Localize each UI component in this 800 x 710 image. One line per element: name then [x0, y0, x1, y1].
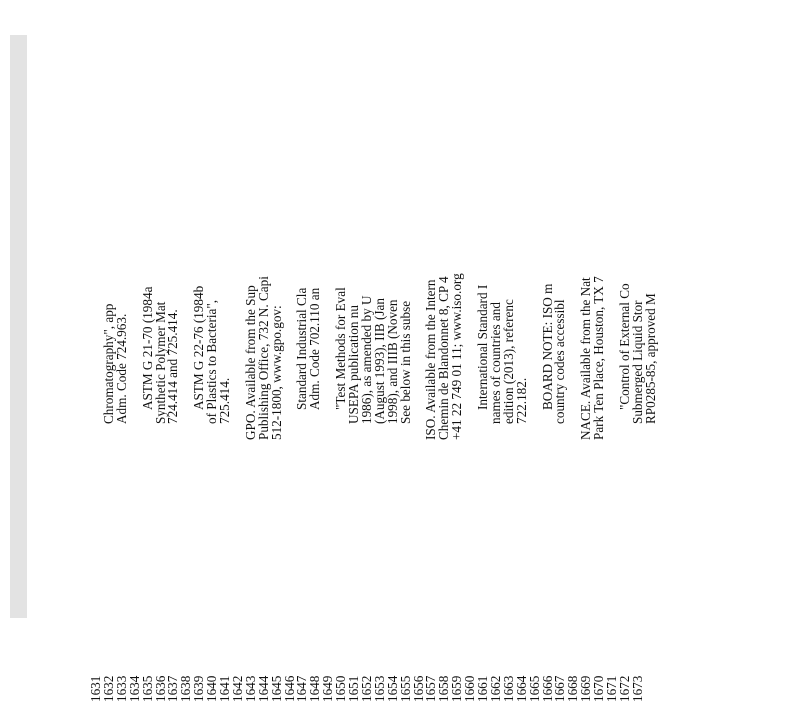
line-text: Chemin de Blandonnet 8, CP 4	[436, 276, 452, 440]
line-number: 1644	[255, 675, 271, 702]
line-text: 1998), and IIIB (Noven	[384, 299, 400, 424]
line-text: 1986), as amended by U	[358, 295, 374, 424]
line-number: 1651	[346, 675, 361, 702]
line-number: 1647	[294, 675, 310, 702]
line-text: Submerged Liquid Stor	[629, 300, 645, 424]
line-number: 1649	[320, 675, 336, 702]
line-number: 1648	[307, 675, 323, 702]
line-number: 1638	[178, 675, 194, 702]
scanner-edge	[10, 35, 27, 618]
line-number: 1635	[139, 675, 155, 702]
line-number: 1662	[487, 675, 503, 702]
line-text: ASTM G 22-76 (1984b	[191, 285, 207, 410]
line-number: 1636	[152, 675, 168, 702]
line-text: NACE. Available from the Nat	[578, 277, 594, 440]
line-text: Standard Industrial Cla	[294, 287, 310, 410]
line-text: Publishing Office, 732 N. Capi	[255, 276, 271, 440]
line-text: RP0285-85, approved M	[642, 293, 658, 424]
line-number: 1639	[191, 675, 207, 702]
line-text: Adm. Code 702.110 an	[307, 287, 323, 410]
line-number: 1671	[604, 675, 619, 702]
line-number: 1631	[88, 675, 103, 702]
line-text: BOARD NOTE: ISO m	[539, 283, 555, 410]
line-number: 1657	[423, 675, 439, 702]
line-number: 1672	[616, 675, 632, 702]
line-number: 1660	[462, 675, 478, 702]
line-number: 1665	[526, 675, 542, 702]
line-number: 1670	[591, 675, 607, 702]
line-number: 1666	[539, 675, 555, 702]
line-text: Chromatography", app	[100, 303, 116, 424]
line-text: country codes accessibl	[552, 299, 568, 424]
line-text: edition (2013), referenc	[500, 299, 516, 424]
line-number: 1655	[397, 675, 413, 702]
line-number: 1646	[281, 675, 297, 702]
line-number: 1659	[449, 675, 465, 702]
line-number: 1643	[242, 675, 258, 702]
line-text: Adm. Code 724.963.	[113, 313, 129, 424]
line-number: 1633	[113, 675, 129, 702]
rotated-document-page	[90, 92, 800, 710]
line-number: 1668	[565, 675, 581, 702]
line-text: GPO. Available from the Sup	[242, 285, 258, 440]
line-number: 1645	[268, 675, 284, 702]
line-text: 724.414 and 725.414.	[165, 309, 181, 424]
line-number: 1654	[384, 675, 400, 702]
line-text: See below in this subse	[397, 300, 413, 424]
line-text: "Test Methods for Eval	[333, 287, 349, 410]
line-number: 1658	[436, 675, 452, 702]
line-text: 722.182.	[513, 377, 529, 424]
line-text: 512-1800, www.gpo.gov:	[268, 305, 284, 440]
line-number: 1667	[552, 675, 568, 702]
line-number: 1656	[410, 675, 426, 702]
line-text: +41 22 749 01 11; www.iso.org	[449, 273, 465, 440]
line-text: International Standard I	[475, 284, 490, 410]
line-number: 1664	[513, 675, 529, 702]
line-number: 1652	[358, 675, 374, 702]
line-text: (August 1993), IIB (Jan	[371, 298, 387, 424]
line-number: 1632	[100, 675, 116, 702]
line-text: ISO. Available from the Intern	[423, 279, 439, 440]
line-number: 1641	[217, 675, 232, 702]
line-text: "Control of External Co	[616, 283, 632, 410]
line-number: 1650	[333, 675, 349, 702]
line-text: Park Ten Place, Houston, TX 7	[591, 276, 607, 440]
line-text: names of countries and	[487, 302, 503, 424]
line-text: of Plastics to Bacteria",	[204, 299, 220, 424]
line-number: 1637	[165, 675, 181, 702]
line-text: 725.414.	[217, 377, 232, 424]
line-number: 1663	[500, 675, 516, 702]
line-number: 1642	[229, 675, 245, 702]
line-number: 1661	[475, 675, 490, 702]
line-number: 1640	[204, 675, 220, 702]
line-text: USEPA publication nu	[346, 305, 361, 424]
line-number: 1669	[578, 675, 594, 702]
line-text: Synthetic Polymer Mat	[152, 301, 168, 424]
line-text: ASTM G 21-70 (1984a	[139, 286, 155, 410]
line-number: 1673	[629, 675, 645, 702]
line-number: 1634	[126, 675, 142, 702]
line-number: 1653	[371, 675, 387, 702]
